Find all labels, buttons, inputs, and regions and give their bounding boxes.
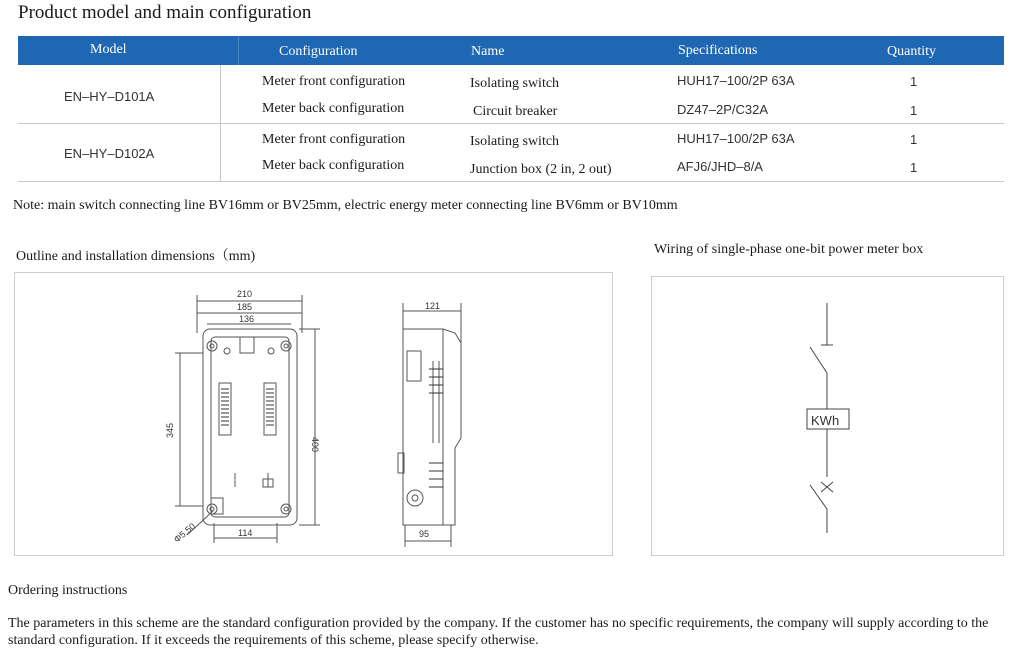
outline-drawing: [15, 273, 612, 555]
table-cell-spec: DZ47–2P/C32A: [677, 102, 769, 117]
table-cell-name: Junction box (2 in, 2 out): [470, 162, 612, 177]
wiring-caption: Wiring of single-phase one-bit power meter box: [654, 242, 924, 257]
dim-height-345: 345: [165, 422, 175, 438]
table-row-model: EN–HY–D101A: [64, 89, 155, 104]
table-cell-qty: 1: [910, 103, 918, 118]
dim-width-210: 210: [237, 289, 253, 299]
table-cell-configuration: Meter front configuration: [262, 132, 406, 147]
page-title: Product model and main configuration: [18, 2, 312, 23]
outline-drawing-panel: [14, 272, 613, 556]
header-model: Model: [90, 42, 127, 57]
outline-caption: Outline and installation dimensions（mm): [16, 249, 256, 264]
header-name: Name: [471, 44, 505, 59]
header-quantity: Quantity: [887, 44, 936, 59]
table-cell-spec: AFJ6/JHD–8/A: [677, 159, 763, 174]
dim-hole: Φ5.50: [171, 520, 198, 545]
table-cell-configuration: Meter front configuration: [262, 74, 406, 89]
header-specifications: Specifications: [678, 43, 758, 58]
dim-width-136: 136: [239, 314, 255, 324]
table-cell-qty: 1: [910, 74, 918, 89]
note-text: Note: main switch connecting line BV16mm or BV25mm, electric energy meter connecting line BV6mm or BV10mm: [13, 198, 678, 213]
table-cell-configuration: Meter back configuration: [262, 101, 405, 116]
dim-side-121: 121: [425, 301, 441, 311]
table-cell-spec: HUH17–100/2P 63A: [677, 131, 795, 146]
wiring-diagram: [652, 277, 1003, 555]
table-header: [18, 36, 1004, 65]
ordering-heading: Ordering instructions: [8, 583, 128, 598]
table-row-model: EN–HY–D102A: [64, 146, 155, 161]
dim-side-95: 95: [419, 529, 430, 539]
ordering-text: The parameters in this scheme are the standard configuration provided by the company. If the customer has no specific requirements, the company will supply according to the standard configuration. If it exceeds the requirements of this scheme, please specify otherwise.: [8, 616, 989, 648]
table-cell-qty: 1: [910, 160, 918, 175]
table-cell-name: Isolating switch: [470, 76, 560, 91]
table-cell-name: Isolating switch: [470, 134, 560, 149]
dim-width-185: 185: [237, 302, 253, 312]
dim-height-400: 400: [310, 437, 320, 453]
table-cell-configuration: Meter back configuration: [262, 158, 405, 173]
table-cell-name: Circuit breaker: [473, 104, 558, 119]
dim-bottom-114: 114: [238, 528, 253, 538]
table-cell-qty: 1: [910, 132, 918, 147]
table-cell-spec: HUH17–100/2P 63A: [677, 73, 795, 88]
header-configuration: Configuration: [279, 44, 358, 59]
wiring-drawing-panel: [651, 276, 1004, 556]
kwh-meter-label: KWh: [811, 413, 840, 428]
